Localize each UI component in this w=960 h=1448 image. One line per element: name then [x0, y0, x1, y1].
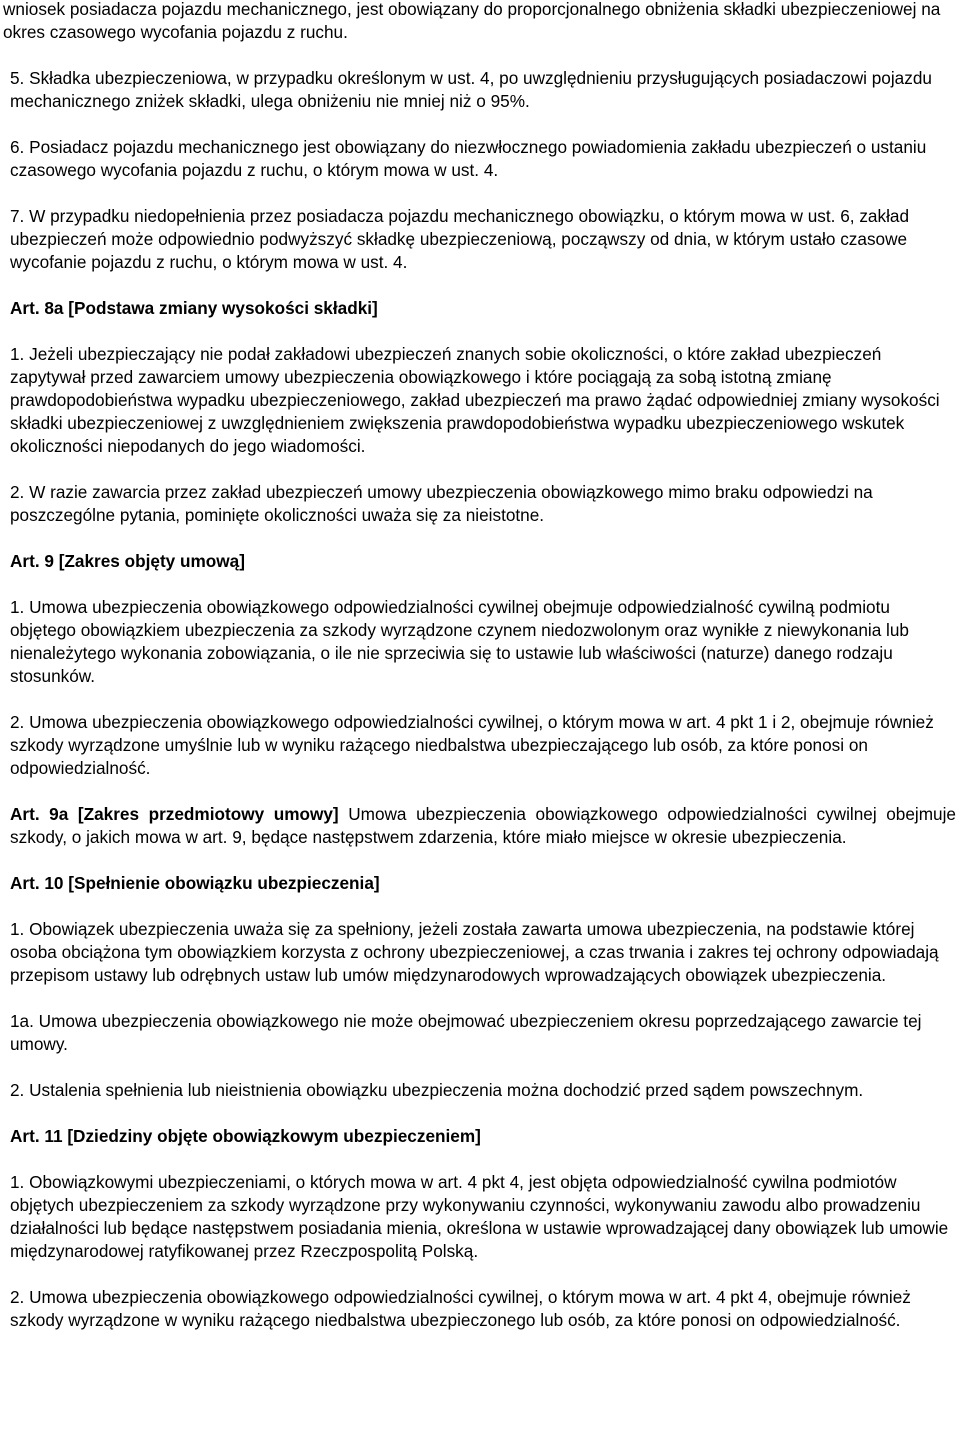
document-page	[3, 0, 956, 1355]
art-8a-paragraph-2: 2. W razie zawarcia przez zakład ubezpieczeń umowy ubezpieczenia obowiązkowego mimo braku odpowiedzi na poszczególne pytania, pominięte okoliczności uważa się za nieistotne.	[10, 482, 873, 525]
art-10-paragraph-1a: 1a. Umowa ubezpieczenia obowiązkowego nie może obejmować ubezpieczeniem okresu poprzedzającego zawarcie tej umowy.	[10, 1011, 922, 1054]
art-11-paragraph-2: 2. Umowa ubezpieczenia obowiązkowego odpowiedzialności cywilnej, o którym mowa w art. 4 pkt 4, obejmuje również szkody wyrządzone w wyniku rażącego niedbalstwa ubezpieczonego lub osób, za które ponosi on odpowiedzialność.	[10, 1287, 911, 1330]
heading-art-11: Art. 11 [Dziedziny objęte obowiązkowym ubezpieczeniem]	[10, 1126, 481, 1146]
art-10-paragraph-2: 2. Ustalenia spełnienia lub nieistnienia obowiązku ubezpieczenia można dochodzić przed sądem powszechnym.	[10, 1080, 864, 1100]
art-10-paragraph-1: 1. Obowiązek ubezpieczenia uważa się za spełniony, jeżeli została zawarta umowa ubezpieczenia, na podstawie której osoba obciążona tym obowiązkiem korzysta z ochrony ubezpieczeniowej, a czas trwania i zakres tej ochrony odpowiadają przepisom ustawy lub odrębnych ustaw lub umów międzynarodowych wprowadzających obowiązek ubezpieczenia.	[10, 919, 939, 985]
art-9a-paragraph	[10, 803, 956, 849]
art-9-paragraph-2: 2. Umowa ubezpieczenia obowiązkowego odpowiedzialności cywilnej, o którym mowa w art. 4 pkt 1 i 2, obejmuje również szkody wyrządzone umyślnie lub w wyniku rażącego niedbalstwa ubezpieczającego lub osób, za które ponosi on odpowiedzialność.	[10, 712, 934, 778]
paragraph-6: 6. Posiadacz pojazdu mechanicznego jest obowiązany do niezwłocznego powiadomienia zakładu ubezpieczeń o ustaniu czasowego wycofania pojazdu z ruchu, o którym mowa w ust. 4.	[10, 137, 927, 180]
art-11-paragraph-1: 1. Obowiązkowymi ubezpieczeniami, o których mowa w art. 4 pkt 4, jest objęta odpowiedzialność cywilna podmiotów objętych ubezpieczeniem za szkody wyrządzone przy wykonywaniu czynności, wykonywaniu zawodu albo prowadzeniu działalności lub będące następstwem posiadania mienia, określona w ustawie wprowadzającej dany obowiązek lub umowie międzynarodowej ratyfikowanej przez Rzeczpospolitą Polską.	[10, 1172, 949, 1261]
art-9a-text: Umowa ubezpieczenia obowiązkowego odpowiedzialności cywilnej obejmuje szkody, o jakich mowa w art. 9, będące następstwem zdarzenia, które miało miejsce w okresie ubezpieczenia.	[10, 804, 956, 847]
art-9-paragraph-1: 1. Umowa ubezpieczenia obowiązkowego odpowiedzialności cywilnej obejmuje odpowiedzialność cywilną podmiotu objętego obowiązkiem ubezpieczenia za szkody wyrządzone czynem niedozwolonym oraz wynikłe z niewykonania lub nienależytego wykonania zobowiązania, o ile nie sprzeciwia się to ustawie lub właściwości (naturze) danego rodzaju stosunków.	[10, 597, 909, 686]
heading-art-9a: Art. 9a [Zakres przedmiotowy umowy]	[10, 804, 339, 824]
paragraph-7: 7. W przypadku niedopełnienia przez posiadacza pojazdu mechanicznego obowiązku, o którym mowa w ust. 6, zakład ubezpieczeń może odpowiednio podwyższyć składkę ubezpieczeniową, począwszy od dnia, w którym ustało czasowe wycofanie pojazdu z ruchu, o którym mowa w ust. 4.	[10, 206, 910, 272]
heading-art-9: Art. 9 [Zakres objęty umową]	[10, 551, 245, 571]
paragraph-5: 5. Składka ubezpieczeniowa, w przypadku określonym w ust. 4, po uwzględnieniu przysługujących posiadaczowi pojazdu mechanicznego zniżek składki, ulega obniżeniu nie mniej niż o 95%.	[10, 68, 932, 111]
heading-art-8a: Art. 8a [Podstawa zmiany wysokości składki]	[10, 298, 378, 318]
art-8a-paragraph-1: 1. Jeżeli ubezpieczający nie podał zakładowi ubezpieczeń znanych sobie okoliczności, o które zakład ubezpieczeń zapytywał przed zawarciem umowy ubezpieczenia obowiązkowego i które pociągają za sobą istotną zmianę prawdopodobieństwa wypadku ubezpieczeniowego, zakład ubezpieczeń ma prawo żądać odpowiedniej zmiany wysokości składki ubezpieczeniowej z uwzględnieniem zwiększenia prawdopodobieństwa wypadku ubezpieczeniowego wskutek okoliczności niepodanych do jego wiadomości.	[10, 344, 940, 456]
heading-art-10: Art. 10 [Spełnienie obowiązku ubezpieczenia]	[10, 873, 380, 893]
paragraph-continuation: wniosek posiadacza pojazdu mechanicznego, jest obowiązany do proporcjonalnego obniżenia składki ubezpieczeniowej na okres czasowego wycofania pojazdu z ruchu.	[3, 0, 941, 42]
